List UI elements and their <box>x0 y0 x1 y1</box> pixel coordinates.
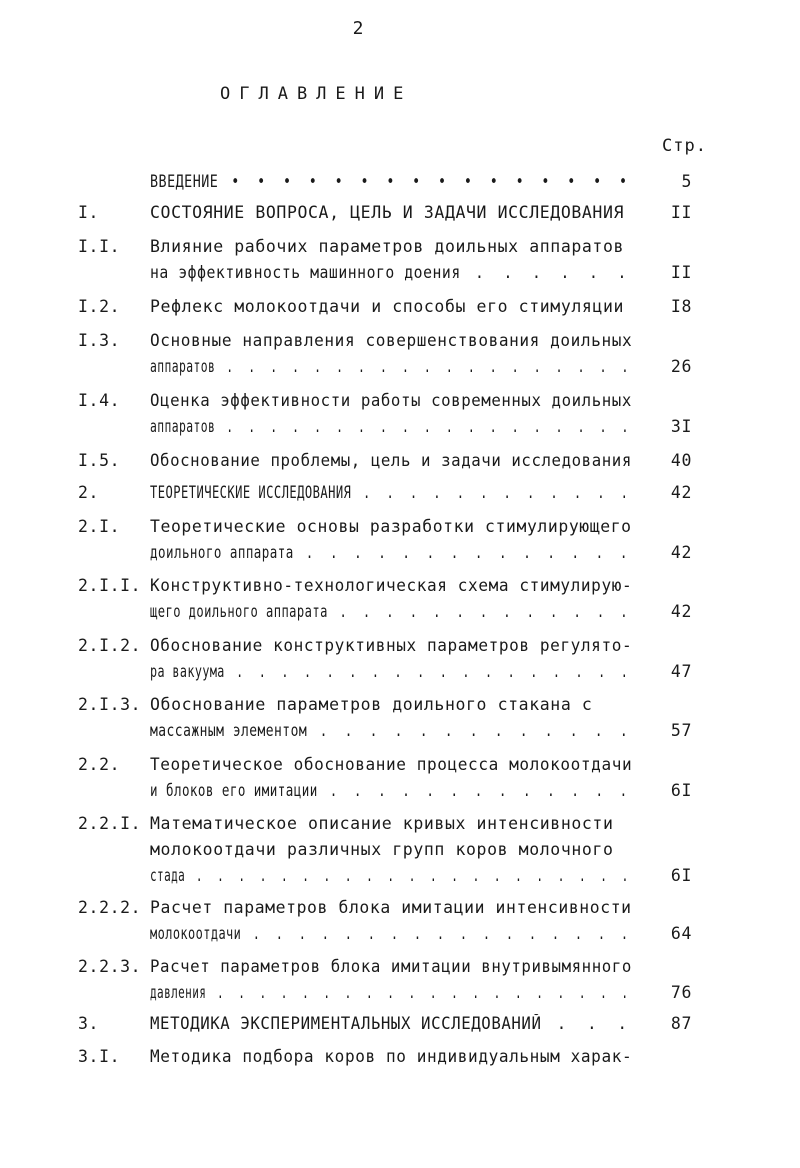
toc-entry-page: 64 <box>670 924 692 943</box>
toc-entry-title-line: Теоретическое обоснование процесса молокоотдачи <box>150 755 633 774</box>
toc-entry-number: 3.I. <box>78 1047 121 1066</box>
toc-leader-dots: . . . . . . <box>460 263 632 282</box>
toc-entry <box>0 483 800 509</box>
toc-leader-dots: . . . . . . . . . . . . . . . . . . . <box>215 357 633 376</box>
toc-entry-title-line: стада . . . . . . . . . . . . . . . . . . . . . <box>150 866 633 885</box>
toc-entry <box>0 331 800 383</box>
page-column-label: Стр. <box>662 136 707 156</box>
toc-entry-page: 57 <box>670 721 692 740</box>
toc-entry <box>0 172 800 198</box>
toc-entry <box>0 755 800 807</box>
toc-entry <box>0 636 800 688</box>
toc-entry-page: 42 <box>670 483 692 502</box>
toc-entry <box>0 451 800 477</box>
toc-entry-page: 42 <box>670 602 692 621</box>
toc-entry-title-line: ра вакуума . . . . . . . . . . . . . . . . . . <box>150 662 633 681</box>
toc-entry-page: 6I <box>670 781 692 800</box>
toc-entry-page: 42 <box>670 543 692 562</box>
toc-entry-title-line: Методика подбора коров по индивидуальным харак- <box>150 1047 633 1066</box>
toc-entry-title-line: и блоков его имитации . . . . . . . . . . . . . <box>150 781 632 800</box>
toc-entry-number: I.5. <box>78 451 121 470</box>
toc-entry-title-line: Математическое описание кривых интенсивности <box>150 814 614 833</box>
toc-entry-title-line: молокоотдачи . . . . . . . . . . . . . . . . . <box>150 924 633 943</box>
toc-entry-title-line: ТЕОРЕТИЧЕСКИЕ ИССЛЕДОВАНИЯ . . . . . . . . . . . . <box>150 483 633 502</box>
toc-entry-number: 2.2.I. <box>78 814 142 833</box>
toc-entry-title-line: Основные направления совершенствования доильных <box>150 331 633 350</box>
toc-entry-number: 2.I.I. <box>78 576 142 595</box>
toc-entry-title-line: давления . . . . . . . . . . . . . . . . . . . . <box>150 983 633 1002</box>
toc-entry <box>0 814 800 892</box>
toc-entry <box>0 957 800 1009</box>
toc-entry-title-line: Расчет параметров блока имитации интенсивности <box>150 898 632 917</box>
toc-entry-number: 3. <box>78 1014 100 1033</box>
toc-entry-page: 87 <box>670 1014 692 1033</box>
toc-entry-title-line: молокоотдачи различных групп коров молочного <box>150 840 614 859</box>
toc-leader-dots: . . . . . . . . . . . . . . . . . <box>241 924 633 943</box>
toc-entry-title-line: Обоснование проблемы, цель и задачи исследования <box>150 451 632 470</box>
toc-entry-number: 2.2.2. <box>78 898 142 917</box>
toc-entry <box>0 1014 800 1040</box>
toc-entry <box>0 237 800 289</box>
toc-leader-dots: . . . . . . . . . . . . . . . . . . <box>224 662 633 681</box>
toc-entry-number: I.3. <box>78 331 121 350</box>
toc-entry-title-line: щего доильного аппарата . . . . . . . . . . . . . <box>150 602 632 621</box>
toc-leader-dots: . . . . . . . . . . . . . <box>327 602 632 621</box>
toc-entry <box>0 517 800 569</box>
toc-entry-number: 2.I. <box>78 517 121 536</box>
toc-entry-page: 76 <box>670 983 692 1002</box>
toc-entry-page: II <box>670 263 692 282</box>
toc-entry-title-line: Оценка эффективности работы современных доильных <box>150 391 632 410</box>
toc-leader-dots: . . . . . . . . . . . . . <box>307 721 633 740</box>
toc-entry-page: I8 <box>670 297 692 316</box>
toc-entry <box>0 203 800 229</box>
toc-entry-page: 5 <box>681 172 692 191</box>
toc-entry-number: 2.2.3. <box>78 957 142 976</box>
page-number: 2 <box>352 18 364 39</box>
toc-entry-title-line: ВВЕДЕНИЕ • • • • • • • • • • • • • • • • <box>150 172 632 191</box>
toc-entry-title-line: Обоснование параметров доильного стакана с <box>150 695 593 714</box>
toc-leader-dots: . . . . . . . . . . . . . . . . . . . <box>215 417 633 436</box>
toc-entry-title-line: МЕТОДИКА ЭКСПЕРИМЕНТАЛЬНЫХ ИССЛЕДОВАНИЙ . . . <box>150 1014 633 1033</box>
toc-leader-dots: . . . . . . . . . . . . . . . . . . . . . <box>185 866 633 885</box>
toc-entry-number: I.I. <box>78 237 121 256</box>
toc-entry-number: I.2. <box>78 297 121 316</box>
toc-entry-number: 2.2. <box>78 755 121 774</box>
toc-entry-number: 2. <box>78 483 100 502</box>
toc-entry-title-line: Влияние рабочих параметров доильных аппаратов <box>150 237 625 256</box>
toc-entry-title-line: Теоретические основы разработки стимулирующего <box>150 517 632 536</box>
toc-entry-title-line: аппаратов . . . . . . . . . . . . . . . . . . . <box>150 417 633 436</box>
toc-entry-title-line: Рефлекс молокоотдачи и способы его стимуляции <box>150 297 625 316</box>
toc-entry-title-line: аппаратов . . . . . . . . . . . . . . . . . . . <box>150 357 633 376</box>
toc-entry <box>0 898 800 950</box>
toc-leader-dots: . . . . . . . . . . . . . . . . . . . . <box>206 983 633 1002</box>
toc-entry-page: 26 <box>670 357 692 376</box>
toc-entry <box>0 695 800 747</box>
toc-leader-dots: . . . . . . . . . . . . . <box>317 781 632 800</box>
toc-entry-page: 6I <box>670 866 692 885</box>
page-title: ОГЛАВЛЕНИЕ <box>220 84 413 104</box>
toc-entry <box>0 391 800 443</box>
toc-leader-dots: . . . . . . . . . . . . . . <box>293 543 632 562</box>
toc-entry-title-line: Конструктивно-технологическая схема стимулирую- <box>150 576 633 595</box>
toc-entry <box>0 576 800 628</box>
toc-entry-number: 2.I.3. <box>78 695 142 714</box>
toc-entry-title-line: Расчет параметров блока имитации внутривымянного <box>150 957 632 976</box>
toc-entry-title-line: на эффективность машинного доения . . . . . . <box>150 263 632 282</box>
toc-entry-number: 2.I.2. <box>78 636 142 655</box>
toc-entry <box>0 1047 800 1073</box>
toc-entry-title-line: доильного аппарата . . . . . . . . . . . . . . <box>150 543 632 562</box>
toc-entry-title-line: Обоснование конструктивных параметров регулято- <box>150 636 633 655</box>
toc-entry-page: 47 <box>670 662 692 681</box>
toc-leader-dots: . . . . . . . . . . . . <box>351 483 633 502</box>
toc-entry-number: I.4. <box>78 391 121 410</box>
toc-entry <box>0 297 800 323</box>
toc-entry-number: I. <box>78 203 100 222</box>
toc-leader-dots: • • • • • • • • • • • • • • • • <box>218 172 632 191</box>
toc-entry-page: II <box>670 203 692 222</box>
toc-entry-title-line: СОСТОЯНИЕ ВОПРОСА, ЦЕЛЬ И ЗАДАЧИ ИССЛЕДОВАНИЯ <box>150 203 625 222</box>
toc-entry-page: 40 <box>670 451 692 470</box>
toc-entry-title-line: массажным элементом . . . . . . . . . . . . . <box>150 721 633 740</box>
toc-entry-page: 3I <box>670 417 692 436</box>
toc-leader-dots: . . . <box>541 1014 633 1033</box>
